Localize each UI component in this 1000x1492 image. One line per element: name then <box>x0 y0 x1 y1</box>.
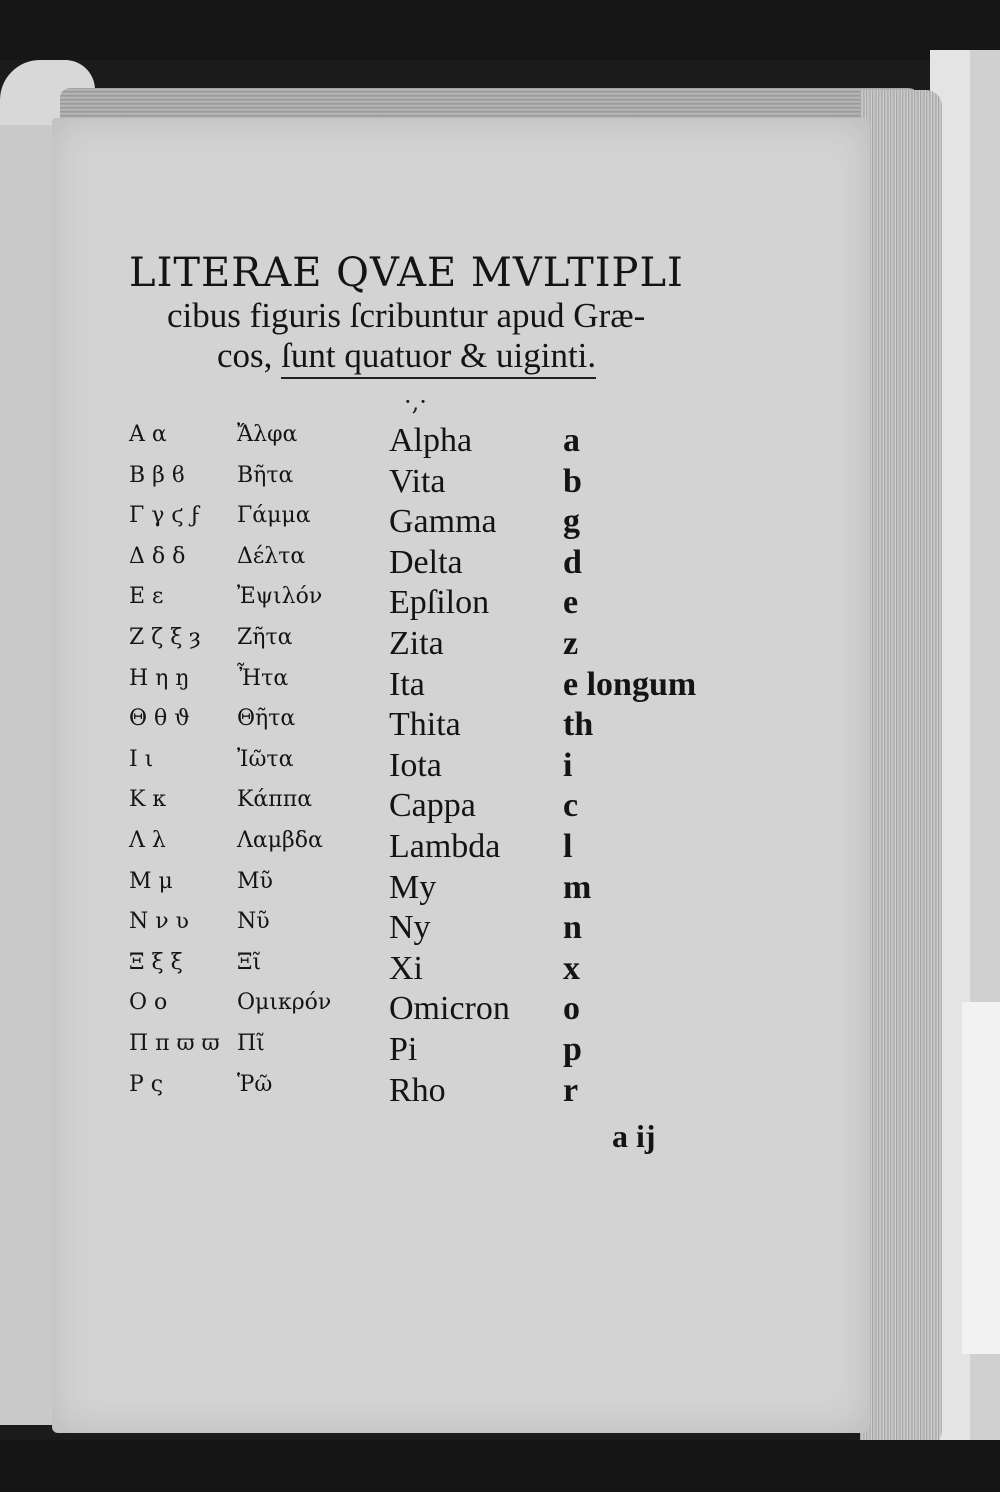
letter-forms: Δ δ ẟ <box>129 543 186 569</box>
transliteration: e <box>563 584 579 622</box>
greek-name: Λαμβδα <box>237 827 323 853</box>
transliteration: th <box>563 706 594 744</box>
alphabet-row <box>125 422 845 463</box>
latin-name: My <box>389 868 437 906</box>
alphabet-row <box>125 625 845 666</box>
letter-forms: Η η ŋ <box>129 665 190 691</box>
greek-name: Ξῖ <box>237 949 262 975</box>
letter-forms: Π π ϖ ϖ <box>129 1030 220 1056</box>
heading-line-2: cibus figuris ſcribuntur apud Græ- <box>167 296 646 335</box>
latin-name: Omicron <box>389 990 510 1028</box>
greek-name: Ἄλφα <box>237 422 298 447</box>
transliteration: n <box>563 909 582 947</box>
alphabet-row <box>125 869 845 910</box>
latin-name: Cappa <box>389 787 476 825</box>
alphabet-row <box>125 666 845 707</box>
latin-name: Alpha <box>389 422 473 459</box>
latin-name: Delta <box>389 543 463 581</box>
left-page-edge <box>0 125 60 1425</box>
transliteration: g <box>563 503 580 541</box>
transliteration: i <box>563 746 573 784</box>
letter-forms: Γ γ ϛ ϝ <box>129 503 201 529</box>
greek-name: Ομικρόν <box>237 990 332 1016</box>
transliteration: e longum <box>563 665 697 703</box>
transliteration: m <box>563 868 592 906</box>
greek-name: Κάππα <box>237 787 313 813</box>
alphabet-row <box>125 584 845 625</box>
heading-line-1: LITERAE QVAE MVLTIPLI <box>129 250 684 296</box>
letter-forms: Ξ ξ ξ <box>129 949 183 975</box>
letter-forms: Μ μ <box>129 868 173 894</box>
letter-forms: Β β ϐ <box>129 462 185 488</box>
page-heading <box>125 250 735 376</box>
greek-name: Μῦ <box>237 868 273 894</box>
heading-line-3 <box>217 336 735 376</box>
alphabet-row <box>125 828 845 869</box>
letter-forms: Ο ο <box>129 990 168 1016</box>
alphabet-row <box>125 990 845 1031</box>
signature-mark: a ij <box>612 1118 656 1154</box>
alphabet-row <box>125 706 845 747</box>
alphabet-row <box>125 747 845 788</box>
latin-name: Xi <box>389 949 423 987</box>
letter-forms: Κ κ <box>129 787 167 813</box>
greek-name: Ἐψιλόν <box>237 584 323 610</box>
transliteration: x <box>563 949 580 987</box>
alphabet-row <box>125 1072 845 1113</box>
transliteration: b <box>563 462 582 500</box>
alphabet-row <box>125 503 845 544</box>
greek-name: Γάμμα <box>237 503 311 529</box>
greek-name: Ῥῶ <box>237 1071 273 1097</box>
greek-name: Ἦτα <box>237 665 289 691</box>
alphabet-row <box>125 1031 845 1072</box>
alphabet-row <box>125 787 845 828</box>
transliteration: l <box>563 827 573 865</box>
latin-name: Ny <box>389 909 431 947</box>
letter-forms: Ζ ζ ξ ȝ <box>129 624 201 650</box>
transliteration: p <box>563 1030 582 1068</box>
transliteration: c <box>563 787 579 825</box>
greek-name: Ἰῶτα <box>237 746 294 772</box>
alphabet-row <box>125 950 845 991</box>
latin-name: Pi <box>389 1030 418 1068</box>
heading-line-3-underlined: ſunt quatuor & uiginti. <box>281 336 596 379</box>
letter-forms: Ρ ς <box>129 1071 164 1097</box>
letter-forms: Ν ν ʋ <box>129 909 189 935</box>
latin-name: Epſilon <box>389 584 490 622</box>
latin-name: Iota <box>389 746 442 784</box>
latin-name: Vita <box>389 462 446 500</box>
library-label-strip <box>962 1002 1000 1354</box>
alphabet-row <box>125 463 845 504</box>
ornament-mark: ·,· <box>404 388 427 416</box>
heading-line-3-prefix: cos, <box>217 336 273 375</box>
letter-forms: Λ λ <box>129 827 166 853</box>
alphabet-row <box>125 909 845 950</box>
transliteration: r <box>563 1071 579 1109</box>
greek-name: Ζῆτα <box>237 624 293 650</box>
letter-forms: Α α <box>129 422 167 447</box>
scan-background-bottom <box>0 1440 1000 1492</box>
transliteration: a <box>563 422 580 459</box>
greek-name: Πῖ <box>237 1030 265 1056</box>
letter-forms: Ι ι <box>129 746 154 772</box>
scan-background-top <box>0 0 1000 60</box>
latin-name: Lambda <box>389 827 501 865</box>
greek-name: Δέλτα <box>237 543 306 569</box>
alphabet-row <box>125 544 845 585</box>
letter-forms: Ε ε <box>129 584 164 610</box>
latin-name: Ita <box>389 665 425 703</box>
letter-forms: Θ θ ϑ <box>129 706 190 732</box>
latin-name: Gamma <box>389 503 497 541</box>
latin-name: Thita <box>389 706 461 744</box>
greek-alphabet-table <box>125 422 845 1112</box>
greek-name: Βῆτα <box>237 462 294 488</box>
transliteration: d <box>563 543 582 581</box>
transliteration: z <box>563 624 579 662</box>
greek-name: Νῦ <box>237 909 270 935</box>
greek-name: Θῆτα <box>237 706 296 732</box>
page-stack-fore-edge <box>860 90 942 1450</box>
latin-name: Zita <box>389 624 444 662</box>
transliteration: o <box>563 990 580 1028</box>
latin-name: Rho <box>389 1071 446 1109</box>
